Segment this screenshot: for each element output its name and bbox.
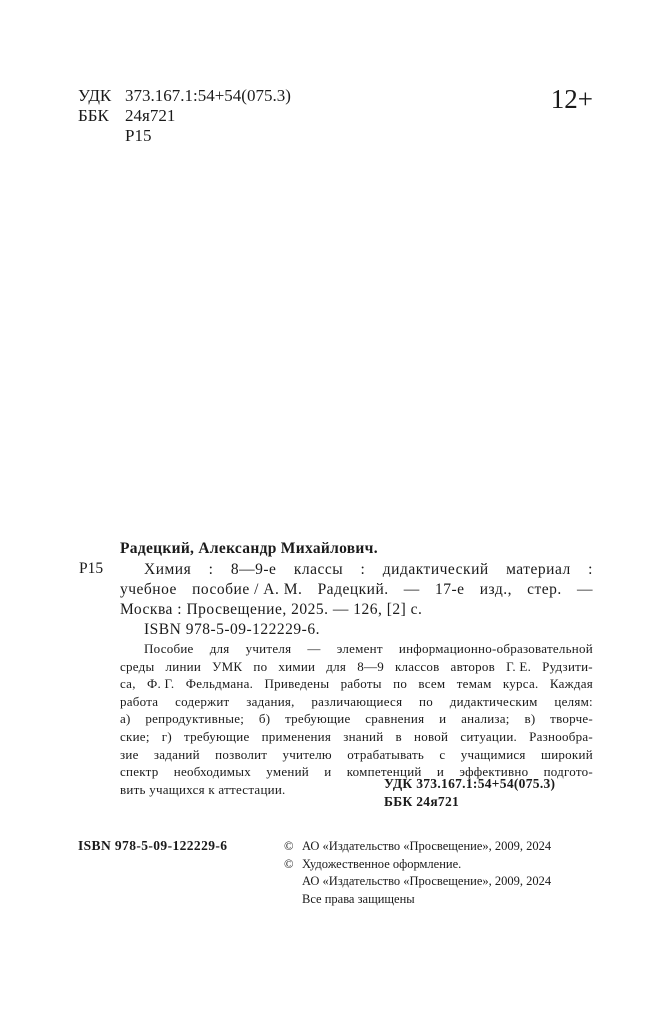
word: Химия [144,561,192,578]
copyright-block [284,838,551,908]
word: линии [165,658,202,674]
word: учителю [282,746,332,762]
word: умений [266,764,309,780]
copyright-line: © Художественное оформление. [284,856,551,874]
catalog-author-sign: Р15 [79,560,104,577]
word: содержит [175,693,230,709]
word: учителя [245,641,292,656]
word: са, [120,676,136,692]
word: г) [161,728,172,744]
word: классы [293,561,344,578]
word: Разнообра- [529,728,593,744]
bib-line-2 [120,580,593,600]
word: информационно-образовательной [398,641,593,656]
word: для [326,658,347,674]
word: 17-е [434,581,465,598]
word: стер. [527,581,562,598]
word: — [576,581,593,598]
word: задания, [246,693,295,709]
word: Рудзити- [542,658,593,674]
top-classification-block [78,86,291,146]
word: классов [394,658,440,674]
bbk-value: 24я721 [125,106,176,125]
word: элемент [336,641,383,656]
word: Приведены [264,676,330,692]
word: различающиеся [311,693,403,709]
bbk-label: ББК [78,106,109,125]
word: ситуации. [460,728,518,744]
word: репродуктивные; [145,711,245,727]
word: компетенций [346,764,422,780]
word: применения [261,728,332,744]
udk-row [78,86,291,106]
word: отрабатывать [347,746,425,762]
word: заданий [153,746,200,762]
word: целям: [554,693,593,709]
word: Фельдмана. [185,676,254,692]
word: учебное [120,581,177,598]
word: по [253,658,268,674]
rights-reserved: Все права защищены [302,891,415,906]
catalog-bbk: ББК 24я721 [384,794,460,809]
word: широкий [540,746,593,762]
word: и [436,764,445,780]
word: : [360,561,366,578]
word: химии [278,658,316,674]
word: : [208,561,214,578]
word: и [439,711,447,727]
word: спектр [120,764,159,780]
word: всем [418,676,446,692]
word: для [209,641,230,656]
word: позволит [215,746,268,762]
udk-value: 373.167.1:54+54(075.3) [125,86,291,105]
word: изд., [479,581,512,598]
udk-label: УДК [78,86,112,105]
catalog-author: Радецкий, Александр Михайлович. [120,540,378,557]
word: УМК [212,658,243,674]
word: курса. [502,676,539,692]
word: Каждая [549,676,593,692]
word: 8—9 [357,658,384,674]
isbn: ISBN 978-5-09-122229-6 [78,838,228,853]
word: работы [340,676,382,692]
word: работа [120,693,159,709]
author-sign: Р15 [125,126,152,145]
word: с [439,746,446,762]
word: Москва : Просвещение, 2025. — 126, [2] с. [120,601,423,618]
word: и [324,764,332,780]
word: учащимися [460,746,526,762]
word: — [403,581,420,598]
annotation-line [120,658,593,676]
word: по [419,693,434,709]
word: требующие [285,711,351,727]
word: среды [120,658,155,674]
bbk-row [78,106,291,126]
copyright-icon: © [284,839,294,853]
word: пособие / А. М. [192,581,303,598]
annotation-line [120,746,593,764]
annotation-line [120,710,593,728]
word: а) [120,711,131,727]
word: необходимых [173,764,252,780]
word: требующие [184,728,250,744]
word: — [307,641,321,656]
word: по [393,676,408,692]
bibliographic-description [120,560,593,640]
catalog-isbn: ISBN 978-5-09-122229-6. [144,621,320,638]
word: зие [120,746,139,762]
word: дидактический [382,561,489,578]
bib-line-1 [120,560,593,580]
copyright-line: АО «Издательство «Просвещение», 2009, 2024 [302,874,552,888]
word: авторов [450,658,496,674]
word: Пособие [144,641,194,656]
age-rating: 12+ [550,84,593,114]
copyright-line: © АО «Издательство «Просвещение», 2009, 2024 [284,838,551,856]
word: в [395,728,402,744]
word: подгото- [543,764,593,780]
word: анализа; [461,711,510,727]
word: ские; [120,728,150,744]
author-sign-row [78,126,291,146]
word: дидактическим [449,693,538,709]
word: Радецкий. [317,581,389,598]
word: Ф. Г. [147,676,175,692]
word: материал [506,561,571,578]
word: б) [258,711,271,727]
copyright-icon: © [284,856,294,871]
word: сравнения [365,711,425,727]
word: в) [524,711,536,727]
word: вить учащихся к аттестации. [120,781,286,797]
annotation-line [120,640,593,658]
word: эффективно [459,764,529,780]
annotation-line [120,728,593,746]
word: 8—9-е [230,561,277,578]
word: : [588,561,593,578]
annotation-line [120,693,593,711]
word: творче- [550,711,593,727]
catalog-classification [384,775,555,811]
annotation-line [120,675,593,693]
bib-line-3 [120,600,593,620]
catalog-udk: УДК 373.167.1:54+54(075.3) [384,776,556,791]
word: Г. Е. [506,658,532,674]
word: знаний [343,728,384,744]
word: новой [414,728,449,744]
word: темам [456,676,492,692]
